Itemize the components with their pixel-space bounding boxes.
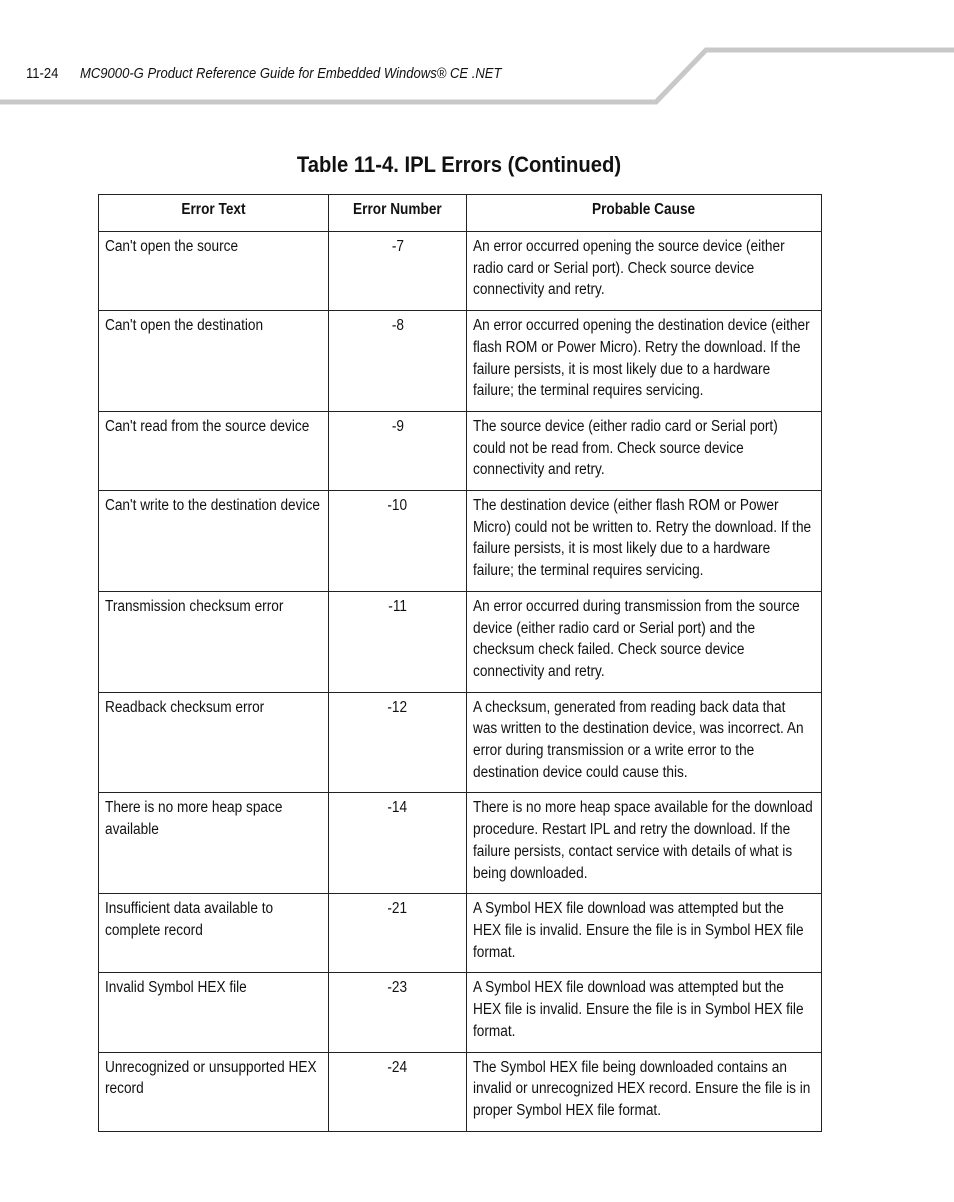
table-header-row bbox=[99, 195, 822, 232]
table-row bbox=[99, 973, 822, 1052]
error-text-cell: Transmission checksum error bbox=[99, 591, 329, 692]
error-number-cell: -21 bbox=[329, 894, 467, 973]
table-row bbox=[99, 894, 822, 973]
guide-title: MC9000-G Product Reference Guide for Embedded Windows® CE .NET bbox=[80, 66, 502, 82]
error-text-cell: Readback checksum error bbox=[99, 692, 329, 793]
probable-cause-cell: An error occurred during transmission from the source device (either radio card or Serial port) and the checksum check failed. Check source device connectivity and retry. bbox=[467, 591, 822, 692]
probable-cause-cell: The Symbol HEX file being downloaded contains an invalid or unrecognized HEX record. Ensure the file is in proper Symbol HEX file format. bbox=[467, 1052, 822, 1131]
table-row bbox=[99, 692, 822, 793]
error-text-cell: There is no more heap space available bbox=[99, 793, 329, 894]
error-number-cell: -23 bbox=[329, 973, 467, 1052]
header-decoration bbox=[0, 0, 954, 110]
probable-cause-cell: The destination device (either flash ROM or Power Micro) could not be written to. Retry the download. If the failure persists, it is most likely due to a hardware failure; the terminal requires servicing. bbox=[467, 491, 822, 592]
error-text-cell: Unrecognized or unsupported HEX record bbox=[99, 1052, 329, 1131]
column-header-probable-cause: Probable Cause bbox=[467, 195, 822, 232]
table-row bbox=[99, 1052, 822, 1131]
probable-cause-cell: A checksum, generated from reading back data that was written to the destination device, was incorrect. An error during transmission or a write error to the destination device could cause this. bbox=[467, 692, 822, 793]
table-row bbox=[99, 232, 822, 311]
error-number-cell: -8 bbox=[329, 311, 467, 412]
table-row bbox=[99, 491, 822, 592]
error-text-cell: Can't open the destination bbox=[99, 311, 329, 412]
table-row bbox=[99, 411, 822, 490]
error-number-cell: -9 bbox=[329, 411, 467, 490]
column-header-error-number: Error Number bbox=[329, 195, 467, 232]
page-number: 11-24 bbox=[26, 66, 59, 82]
probable-cause-cell: There is no more heap space available for the download procedure. Restart IPL and retry the download. If the failure persists, contact service with details of what is being downloaded. bbox=[467, 793, 822, 894]
table-row bbox=[99, 591, 822, 692]
probable-cause-cell: An error occurred opening the source device (either radio card or Serial port). Check source device connectivity and retry. bbox=[467, 232, 822, 311]
error-text-cell: Insufficient data available to complete record bbox=[99, 894, 329, 973]
table-row bbox=[99, 311, 822, 412]
error-number-cell: -10 bbox=[329, 491, 467, 592]
error-number-cell: -12 bbox=[329, 692, 467, 793]
ipl-errors-table bbox=[98, 194, 822, 1132]
probable-cause-cell: The source device (either radio card or Serial port) could not be read from. Check source device connectivity and retry. bbox=[467, 411, 822, 490]
probable-cause-cell: A Symbol HEX file download was attempted but the HEX file is invalid. Ensure the file is in Symbol HEX file format. bbox=[467, 973, 822, 1052]
error-number-cell: -14 bbox=[329, 793, 467, 894]
error-text-cell: Can't read from the source device bbox=[99, 411, 329, 490]
error-number-cell: -7 bbox=[329, 232, 467, 311]
table-title: Table 11-4. IPL Errors (Continued) bbox=[296, 152, 622, 177]
error-text-cell: Invalid Symbol HEX file bbox=[99, 973, 329, 1052]
error-number-cell: -24 bbox=[329, 1052, 467, 1131]
column-header-error-text: Error Text bbox=[99, 195, 329, 232]
probable-cause-cell: A Symbol HEX file download was attempted but the HEX file is invalid. Ensure the file is in Symbol HEX file format. bbox=[467, 894, 822, 973]
table-row bbox=[99, 793, 822, 894]
error-text-cell: Can't write to the destination device bbox=[99, 491, 329, 592]
probable-cause-cell: An error occurred opening the destination device (either flash ROM or Power Micro). Retry the download. If the failure persists, it is most likely due to a hardware failure; the terminal requires servicing. bbox=[467, 311, 822, 412]
error-text-cell: Can't open the source bbox=[99, 232, 329, 311]
error-number-cell: -11 bbox=[329, 591, 467, 692]
